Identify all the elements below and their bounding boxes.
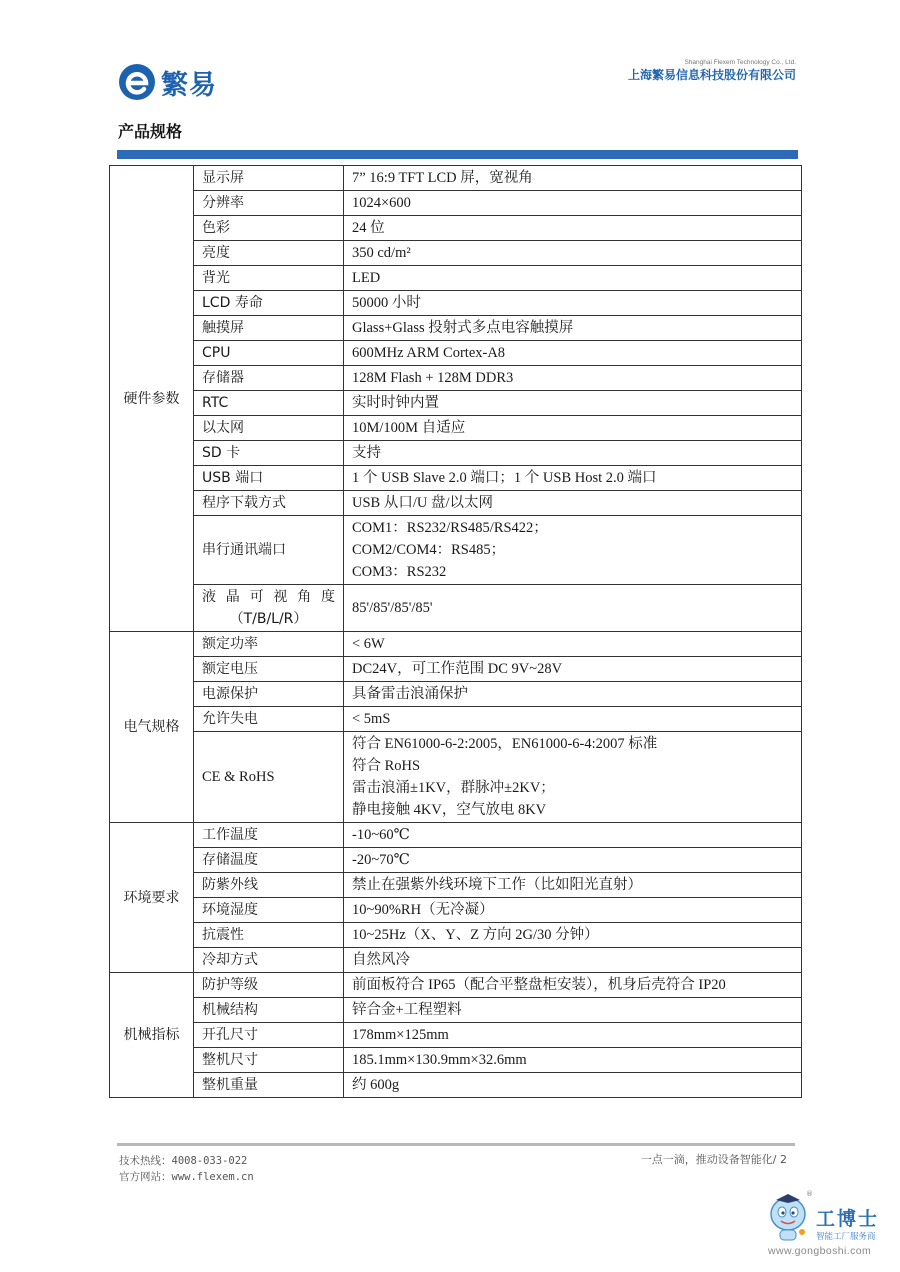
footer-contact [119, 1153, 254, 1185]
ce-line: 符合 RoHS [352, 758, 421, 774]
spec-name: 存储温度 [194, 848, 344, 873]
spec-table [109, 165, 802, 1098]
flexem-logo-icon [117, 62, 157, 102]
table-row [110, 491, 802, 516]
spec-value: 24 位 [344, 216, 802, 241]
table-row [110, 707, 802, 732]
spec-value: 50000 小时 [344, 291, 802, 316]
spec-name: 防护等级 [194, 973, 344, 998]
table-row [110, 341, 802, 366]
table-row [110, 216, 802, 241]
spec-value: < 6W [344, 632, 802, 657]
viewing-angle-sublabel: （T/B/L/R） [229, 611, 308, 627]
table-row [110, 316, 802, 341]
table-row [110, 732, 802, 823]
company-name [628, 58, 796, 83]
gongboshi-watermark [762, 1190, 890, 1262]
spec-value: 85'/85'/85'/85' [344, 585, 802, 632]
table-row [110, 1048, 802, 1073]
spec-value: 7” 16:9 TFT LCD 屏，宽视角 [344, 166, 802, 191]
table-row [110, 1023, 802, 1048]
spec-name: 整机尺寸 [194, 1048, 344, 1073]
spec-value-multiline [344, 732, 802, 823]
spec-name: LCD 寿命 [194, 291, 344, 316]
table-row [110, 898, 802, 923]
company-name-cn: 上海繁易信息科技股份有限公司 [627, 68, 796, 82]
table-row [110, 682, 802, 707]
spec-name: 抗震性 [194, 923, 344, 948]
table-row [110, 241, 802, 266]
table-row [110, 466, 802, 491]
serial-line: COM1：RS232/RS485/RS422； [352, 520, 548, 536]
spec-value: 128M Flash + 128M DDR3 [344, 366, 802, 391]
spec-name: CE & RoHS [194, 732, 344, 823]
spec-value: Glass+Glass 投射式多点电容触摸屏 [344, 316, 802, 341]
section-title: 产品规格 [118, 122, 183, 141]
table-row [110, 516, 802, 585]
ce-line: 雷击浪涌±1KV，群脉冲±2KV； [352, 780, 555, 796]
table-row [110, 823, 802, 848]
spec-name: 触摸屏 [194, 316, 344, 341]
spec-name: 额定功率 [194, 632, 344, 657]
company-name-en: Shanghai Flexem Technology Co., Ltd. [684, 59, 796, 66]
spec-name: 电源保护 [194, 682, 344, 707]
table-row [110, 873, 802, 898]
company-logo [117, 62, 217, 102]
category-environment: 环境要求 [110, 823, 194, 973]
spec-value: 1024×600 [344, 191, 802, 216]
table-row [110, 266, 802, 291]
spec-value: < 5mS [344, 707, 802, 732]
watermark-url: www.gongboshi.com [768, 1245, 872, 1257]
spec-name: 程序下载方式 [194, 491, 344, 516]
spec-name: 色彩 [194, 216, 344, 241]
table-row [110, 366, 802, 391]
spec-name: USB 端口 [194, 466, 344, 491]
table-row [110, 166, 802, 191]
spec-name: 整机重量 [194, 1073, 344, 1098]
spec-value: 600MHz ARM Cortex-A8 [344, 341, 802, 366]
category-electrical: 电气规格 [110, 632, 194, 823]
spec-name: 背光 [194, 266, 344, 291]
table-row [110, 657, 802, 682]
logo-text: 繁易 [161, 69, 217, 101]
spec-name: 额定电压 [194, 657, 344, 682]
spec-name: 防紫外线 [194, 873, 344, 898]
serial-line: COM3：RS232 [352, 564, 447, 580]
spec-value: -10~60℃ [344, 823, 802, 848]
category-hardware: 硬件参数 [110, 166, 194, 632]
spec-name: 允许失电 [194, 707, 344, 732]
table-row [110, 441, 802, 466]
table-row [110, 848, 802, 873]
serial-line: COM2/COM4：RS485； [352, 542, 506, 558]
table-row [110, 391, 802, 416]
table-row [110, 948, 802, 973]
spec-name: 开孔尺寸 [194, 1023, 344, 1048]
spec-value: 具备雷击浪涌保护 [344, 682, 802, 707]
spec-value: 支持 [344, 441, 802, 466]
spec-value: 前面板符合 IP65（配合平整盘柜安装），机身后壳符合 IP20 [344, 973, 802, 998]
spec-value: DC24V，可工作范围 DC 9V~28V [344, 657, 802, 682]
spec-value: 禁止在强紫外线环境下工作（比如阳光直射） [344, 873, 802, 898]
spec-value: 自然风冷 [344, 948, 802, 973]
viewing-angle-label: 液晶可视角度 [202, 589, 335, 605]
table-row [110, 632, 802, 657]
spec-name: 冷却方式 [194, 948, 344, 973]
spec-value: 实时时钟内置 [344, 391, 802, 416]
spec-value-multiline [344, 516, 802, 585]
footer-hotline: 技术热线：4008-033-022 [119, 1155, 248, 1167]
watermark-subtitle: 智能工厂服务商 [816, 1232, 876, 1242]
spec-value: 350 cd/m² [344, 241, 802, 266]
table-row [110, 973, 802, 998]
category-mechanical: 机械指标 [110, 973, 194, 1098]
spec-name: 机械结构 [194, 998, 344, 1023]
spec-value: -20~70℃ [344, 848, 802, 873]
table-row [110, 1073, 802, 1098]
table-row [110, 585, 802, 632]
spec-name: RTC [194, 391, 344, 416]
ce-line: 静电接触 4KV，空气放电 8KV [352, 802, 547, 818]
spec-name: 串行通讯端口 [194, 516, 344, 585]
spec-value: 185.1mm×130.9mm×32.6mm [344, 1048, 802, 1073]
spec-value: 10~25Hz（X、Y、Z 方向 2G/30 分钟） [344, 923, 802, 948]
footer-divider [117, 1143, 795, 1146]
spec-name: 存储器 [194, 366, 344, 391]
ce-line: 符合 EN61000-6-2:2005，EN61000-6-4:2007 标准 [352, 736, 658, 752]
spec-value: 约 600g [344, 1073, 802, 1098]
spec-name: CPU [194, 341, 344, 366]
spec-name: 分辨率 [194, 191, 344, 216]
spec-value: 1 个 USB Slave 2.0 端口；1 个 USB Host 2.0 端口 [344, 466, 802, 491]
spec-name: 亮度 [194, 241, 344, 266]
spec-name-multiline [194, 585, 344, 632]
table-row [110, 191, 802, 216]
spec-name: 显示屏 [194, 166, 344, 191]
robot-mascot-icon [762, 1190, 814, 1250]
spec-value: USB 从口/U 盘/以太网 [344, 491, 802, 516]
spec-name: 以太网 [194, 416, 344, 441]
table-row [110, 291, 802, 316]
section-divider [117, 150, 798, 159]
spec-name: 工作温度 [194, 823, 344, 848]
table-row [110, 923, 802, 948]
spec-value: 10~90%RH（无冷凝） [344, 898, 802, 923]
table-row [110, 998, 802, 1023]
footer-website: 官方网站：www.flexem.cn [119, 1171, 254, 1183]
spec-value: 10M/100M 自适应 [344, 416, 802, 441]
registered-mark: ® [806, 1190, 813, 1198]
spec-value: 178mm×125mm [344, 1023, 802, 1048]
table-row [110, 416, 802, 441]
spec-value: 锌合金+工程塑料 [344, 998, 802, 1023]
watermark-title: 工博士 [816, 1208, 880, 1230]
spec-value: LED [344, 266, 802, 291]
footer-slogan: 一点一滴，推动设备智能化/ 2 [640, 1153, 787, 1166]
spec-name: SD 卡 [194, 441, 344, 466]
spec-name: 环境湿度 [194, 898, 344, 923]
